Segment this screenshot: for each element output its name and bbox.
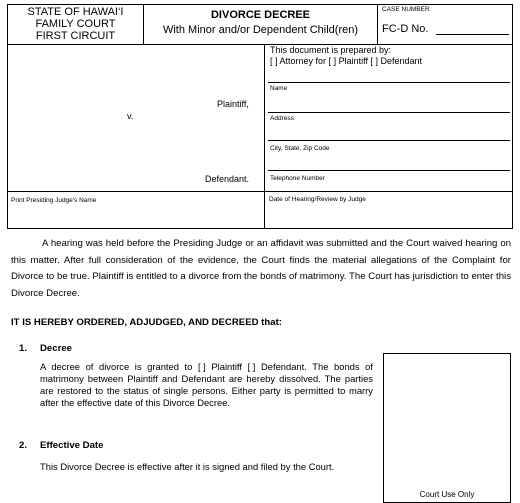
case-number-prefix: FC-D No. (382, 23, 429, 35)
judge-row-bottom-border (7, 228, 513, 229)
hearing-date-label: Date of Hearing/Review by Judge (269, 196, 366, 203)
order-heading: IT IS HEREBY ORDERED, ADJUDGED, AND DECREED that: (11, 317, 282, 328)
preparer-options (270, 56, 422, 66)
section-2-title: Effective Date (40, 440, 104, 451)
preparer-address-line[interactable] (268, 112, 510, 113)
form-right-border (512, 4, 513, 228)
checkbox-decree-plaintiff[interactable]: [ ] (197, 361, 206, 372)
case-number-field[interactable] (436, 34, 509, 35)
party-preparer-divider (264, 44, 265, 192)
section-1-title: Decree (40, 343, 73, 354)
section-1-text-before: A decree of divorce is granted to (40, 361, 193, 372)
court-line-court: FAMILY COURT (35, 18, 116, 30)
intro-paragraph (11, 236, 511, 302)
checkbox-preparer-defendant[interactable]: [ ] (370, 56, 378, 66)
header-top-border (7, 4, 513, 5)
checkbox-decree-defendant[interactable]: [ ] (247, 361, 256, 372)
judge-row-top-border (7, 191, 513, 192)
checkbox-attorney[interactable]: [ ] (270, 56, 278, 66)
form-title: DIVORCE DECREE (210, 9, 311, 21)
option-preparer-defendant: Defendant (380, 56, 423, 66)
preparer-name-label: Name (270, 85, 288, 92)
checkbox-preparer-plaintiff[interactable]: [ ] (328, 56, 337, 66)
court-name (8, 6, 143, 42)
section-1-text-after: The bonds of matrimony between Plaintiff and Defendant are hereby dissolved. The parties are restored to the status of single persons. Either party is permitted to marry after the effective date of this Divorce Decree. (40, 361, 373, 408)
section-2-text: This Divorce Decree is effective after it is signed and filed by the Court. (40, 461, 335, 472)
section-2-number: 2. (19, 440, 28, 451)
court-line-circuit: FIRST CIRCUIT (35, 30, 116, 42)
defendant-label: Defendant. (205, 174, 250, 184)
preparer-city-line[interactable] (268, 170, 510, 171)
plaintiff-label: Plaintiff, (217, 99, 249, 109)
judge-row-divider (264, 191, 265, 228)
preparer-address-line-2[interactable] (268, 140, 510, 141)
section-1-number: 1. (19, 343, 28, 354)
option-preparer-plaintiff: Plaintiff (338, 56, 368, 66)
header-bottom-border (7, 44, 513, 45)
preparer-city-label: City, State, Zip Code (270, 145, 330, 152)
court-use-label: Court Use Only (419, 490, 475, 499)
section-1-opt-defendant: Defendant. (260, 361, 307, 372)
option-attorney-for: Attorney for (279, 56, 327, 66)
intro-text: A hearing was held before the Presiding Judge or an affidavit was submitted and the Court waived hearing on this matter. After full consideration of the evidence, the Court finds the material allegations of the Complaint for Divorce to be true. Plaintiff is entitled to a divorce from the bonds of matrimony. The Court has jurisdiction to enter this Divorce Decree. (11, 238, 511, 299)
form-subtitle: With Minor and/or Dependent Child(ren) (162, 24, 359, 36)
versus-text: v. (127, 111, 134, 121)
preparer-name-line[interactable] (268, 82, 510, 83)
header-divider-2 (377, 4, 378, 44)
case-number-label: CASE NUMBER (382, 6, 430, 13)
court-use-box (383, 353, 511, 503)
section-1-body (40, 361, 373, 409)
judge-name-label: Print Presiding Judge's Name (11, 197, 97, 204)
preparer-heading: This document is prepared by: (270, 45, 392, 55)
preparer-phone-label: Telephone Number (270, 175, 325, 182)
court-line-state: STATE OF HAWAI‘I (27, 6, 124, 18)
preparer-address-label: Address (270, 115, 294, 122)
section-1-opt-plaintiff: Plaintiff (211, 361, 242, 372)
